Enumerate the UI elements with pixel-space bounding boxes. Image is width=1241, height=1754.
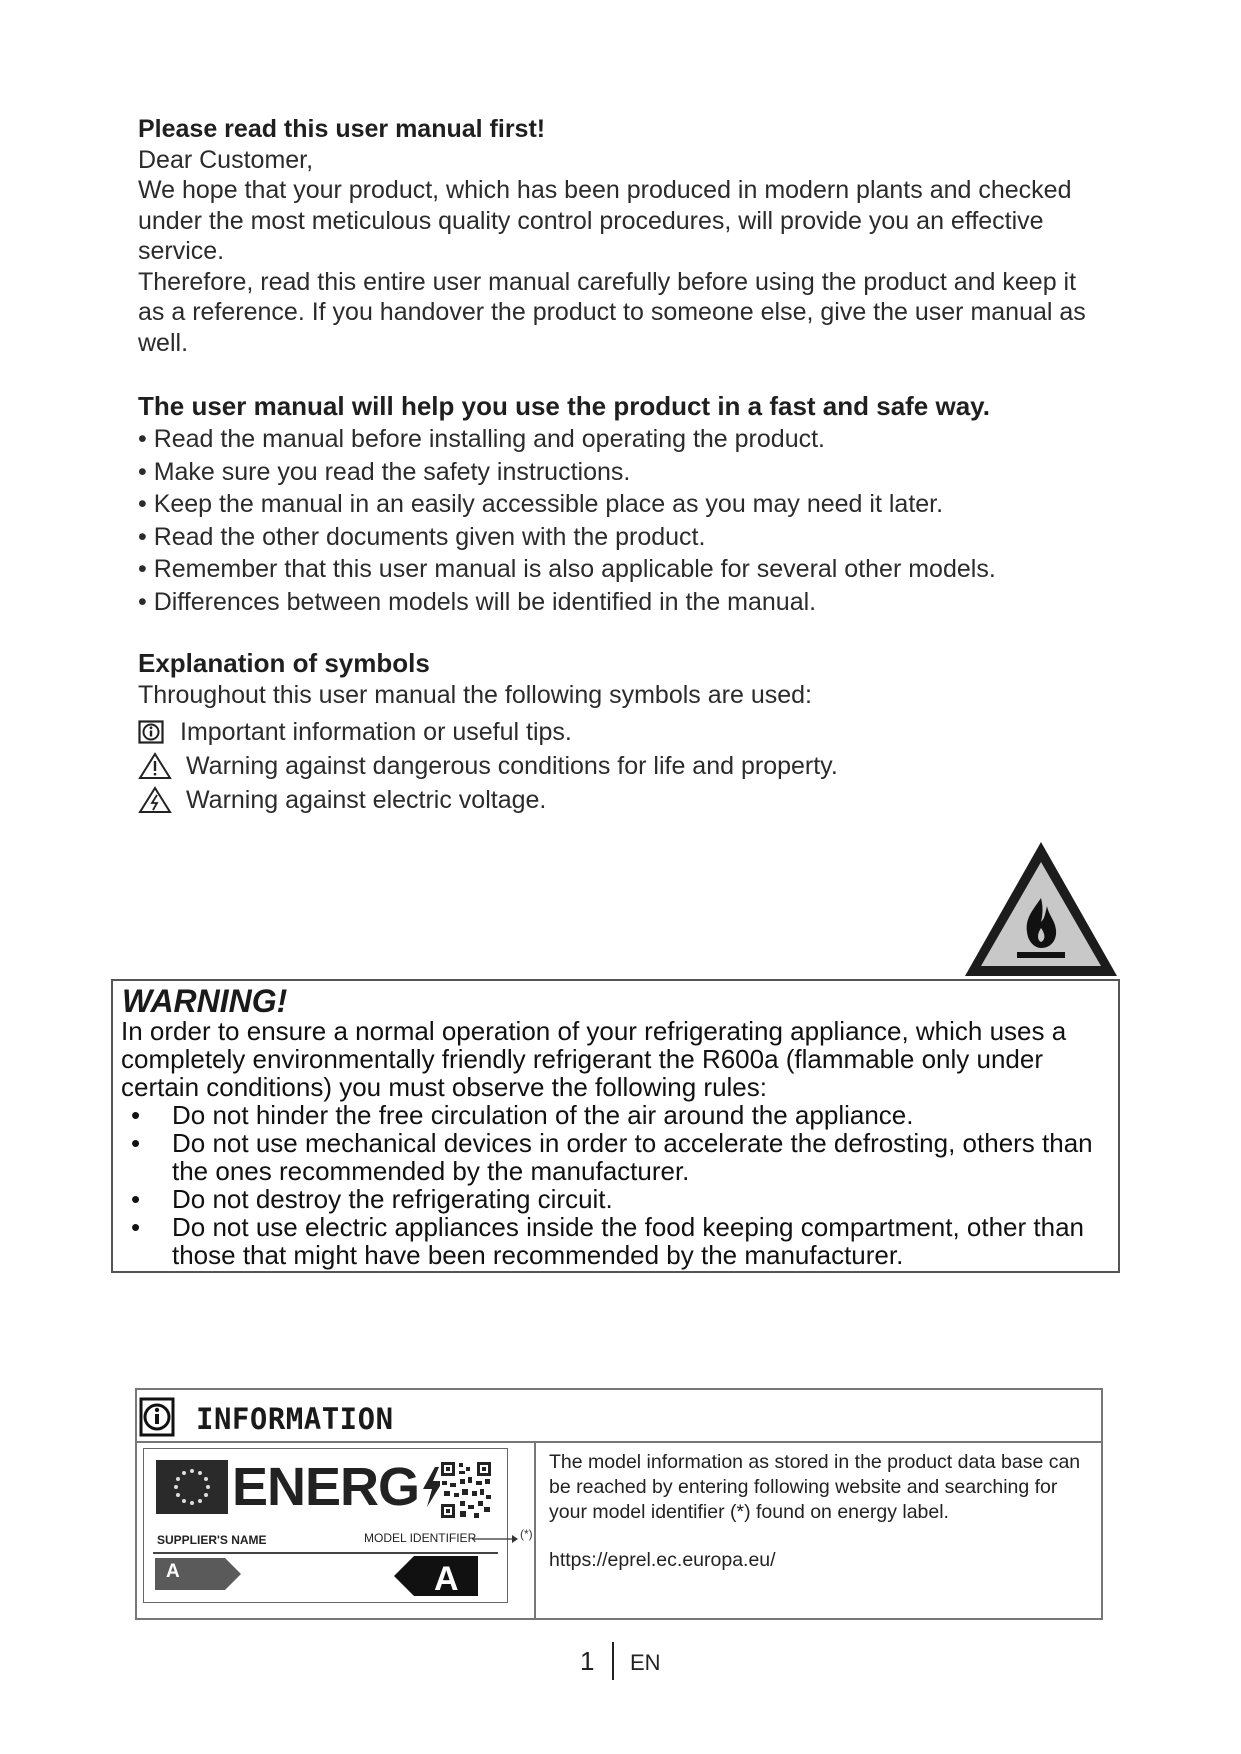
divider xyxy=(153,1552,498,1554)
intro-paragraph-2: Therefore, read this entire user manual carefully before using the product and keep it as a reference. If you handover the product to someone else, give the user manual as well. xyxy=(138,267,1086,357)
list-item: • Read the manual before installing and operating the product. xyxy=(138,425,825,453)
information-text: The model information as stored in the product data base can be reached by entering following website and searching for your model identifier (*) found on energy label. xyxy=(549,1451,1081,1523)
divider xyxy=(612,1642,614,1680)
warning-list xyxy=(121,1101,1111,1269)
list-item: • Keep the manual in an easily accessible place as you may need it later. xyxy=(138,490,944,518)
list-item: • Do not use mechanical devices in order to accelerate the defrosting, others than the ones recommended by the manufacturer. xyxy=(131,1128,1093,1186)
warning-title: WARNING! xyxy=(122,983,288,1019)
arrow-icon xyxy=(472,1534,518,1544)
electric-warning-icon xyxy=(138,785,186,815)
list-item: • Remember that this user manual is also applicable for several other models. xyxy=(138,555,996,583)
list-item: • Do not use electric appliances inside the food keeping compartment, other than those that might have been recommended by the manufacturer. xyxy=(131,1212,1084,1270)
symbols-section xyxy=(138,646,1098,817)
information-title: INFORMATION xyxy=(196,1402,394,1436)
energy-class-scale: A xyxy=(166,1561,180,1582)
model-identifier: MODEL IDENTIFIER xyxy=(364,1531,477,1545)
help-heading: The user manual will help you use the product in a fast and safe way. xyxy=(138,391,990,421)
divider xyxy=(135,1441,1103,1443)
info-icon xyxy=(139,1397,175,1442)
qr-code-icon xyxy=(440,1461,492,1524)
list-item: • Do not destroy the refrigerating circuit. xyxy=(131,1184,613,1214)
eprel-link[interactable]: https://eprel.ec.europa.eu/ xyxy=(549,1549,776,1571)
symbol-row-warning xyxy=(138,749,1098,783)
symbols-intro: Throughout this user manual the following symbols are used: xyxy=(138,681,812,709)
supplier-name: SUPPLIER'S NAME xyxy=(157,1533,267,1547)
model-identifier-ref: (*) xyxy=(520,1527,533,1541)
list-item: • Differences between models will be identified in the manual. xyxy=(138,587,817,616)
warning-triangle-icon xyxy=(138,751,186,781)
help-section xyxy=(138,389,1128,618)
list-item: • Read the other documents given with the product. xyxy=(138,522,706,551)
symbols-heading: Explanation of symbols xyxy=(138,648,430,678)
intro-section xyxy=(138,114,1098,358)
symbol-row-electric xyxy=(138,783,1098,817)
list-item: • Make sure you read the safety instructions. xyxy=(138,457,631,486)
symbol-text-warning: Warning against dangerous conditions for life and property. xyxy=(186,751,838,780)
symbol-text-info: Important information or useful tips. xyxy=(180,717,572,746)
warning-intro: In order to ensure a normal operation of your refrigerating appliance, which uses a completely environmentally friendly refrigerant the R600a (flammable only under certain conditions) you must observe the following rules: xyxy=(121,1016,1067,1102)
info-icon xyxy=(138,717,180,747)
eu-flag-icon xyxy=(156,1460,228,1514)
intro-paragraph-1: We hope that your product, which has been produced in modern plants and checked under the most meticulous quality control procedures, will provide you an effective service. xyxy=(138,176,1072,265)
energy-class-value: A xyxy=(434,1560,459,1598)
flammable-warning-icon xyxy=(961,838,1121,980)
page-number: 1 xyxy=(580,1646,595,1676)
intro-heading: Please read this user manual first! xyxy=(138,115,546,143)
intro-greeting: Dear Customer, xyxy=(138,145,314,174)
symbol-text-electric: Warning against electric voltage. xyxy=(186,785,547,814)
divider xyxy=(534,1441,536,1620)
list-item: • Do not hinder the free circulation of the air around the appliance. xyxy=(131,1100,914,1130)
page-language: EN xyxy=(630,1650,661,1675)
symbol-row-info xyxy=(138,715,1098,749)
energy-label-title: ENERG xyxy=(232,1458,445,1516)
warning-body xyxy=(121,1017,1111,1269)
help-list xyxy=(138,423,1128,618)
